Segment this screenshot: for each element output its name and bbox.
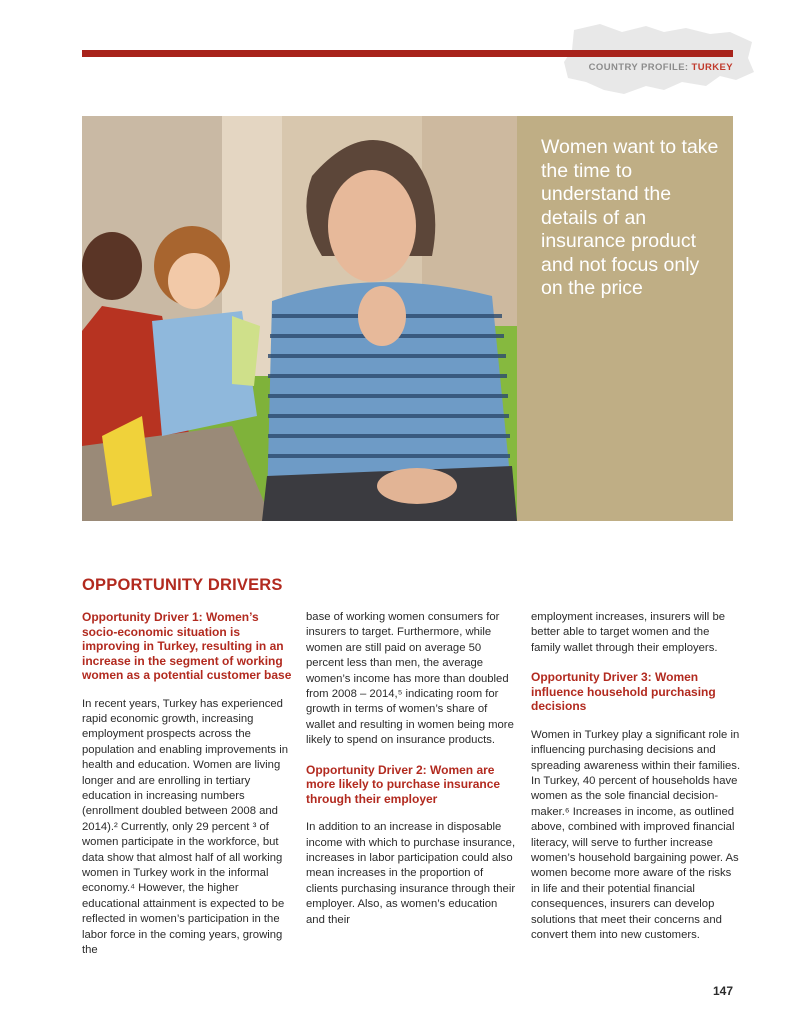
turkey-map-icon (560, 20, 758, 100)
photo-women-icon (82, 116, 517, 521)
section-title: OPPORTUNITY DRIVERS (82, 576, 283, 594)
driver-1-body: In recent years, Turkey has experienced rapid economic growth, increasing employment prospects across the population and enabling improvements in health and education. Women are living longer and are enrolling in tertiary education in increasing numbers (enrollment doubled between 2008 and 2014).² Currently, only 29 percent ³ of women participate in the workforce, but data show that almost half of all working women in Turkey work in the informal economy.⁴ However, the higher educational attainment is expected to be reflected in women’s participation in the labor force in the coming years, growing the (82, 697, 288, 956)
header-rule (82, 50, 733, 57)
driver-2-heading: Opportunity Driver 2: Women are more likely to purchase insurance through their employer (306, 762, 501, 806)
driver-3-body: Women in Turkey play a significant role in influencing purchasing decisions and spreading awareness within their families. In Turkey, 40 percent of households have women as the sole financial decision-maker.⁶ Increases in income, as outlined above, combined with improved financial literacy, will serve to further increase women’s household bargaining power. As women become more aware of the risks in life and their potential financial consequences, insurers can develop solutions that meet their concerns and convert them into new customers. (531, 728, 741, 941)
pull-quote-box (517, 116, 733, 521)
column-2 (306, 610, 516, 940)
driver-2-body-continued: employment increases, insurers will be better able to target women and the family wallet through their employers. (531, 611, 726, 654)
driver-2-body: In addition to an increase in disposable income with which to purchase insurance, increases in labor participation could also mean increases in the proportion of clients purchasing insurance through their employer. Also, as women’s education and their (306, 821, 516, 926)
column-1 (82, 610, 292, 970)
profile-country: TURKEY (691, 62, 733, 73)
pull-quote: Women want to take the time to understand the details of an insurance product and not focus only on the price (541, 136, 719, 299)
profile-label-prefix: COUNTRY PROFILE: (588, 62, 692, 73)
driver-3-heading: Opportunity Driver 3: Women influence household purchasing decisions (531, 670, 716, 714)
driver-1-body-continued: base of working women consumers for insurers to target. Furthermore, while women are still paid on average 50 percent less than men, the average women’s income has more than doubled from 2008 – 2014,⁵ indicating room for growth in terms of women’s share of wallet and resulting in women being more likely to spend on insurance products. (306, 611, 514, 747)
page-number: 147 (712, 984, 733, 998)
hero-photo (82, 116, 517, 521)
column-3 (531, 610, 741, 955)
country-profile-label (589, 62, 733, 73)
driver-1-heading: Opportunity Driver 1: Women’s socio-economic situation is improving in Turkey, resulting in an increase in the segment of working women as a potential customer base (82, 610, 292, 682)
